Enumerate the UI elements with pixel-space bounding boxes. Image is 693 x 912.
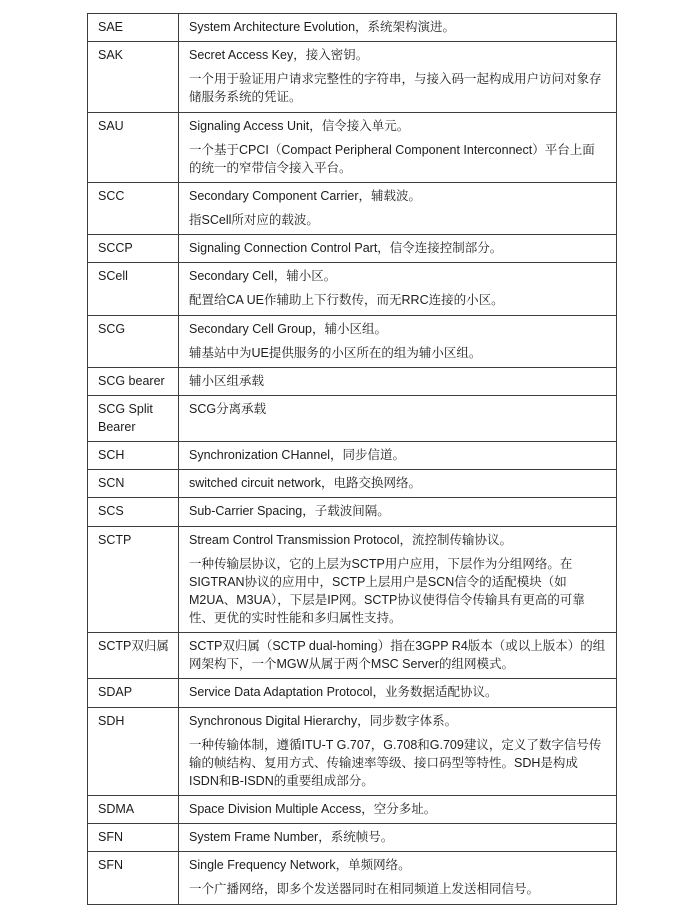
table-row: [88, 824, 617, 852]
definition-text: Service Data Adaptation Protocol，业务数据适配协议。: [189, 685, 498, 700]
table-row: [88, 182, 617, 234]
table-row: [88, 315, 617, 367]
term-cell: SCG: [88, 315, 179, 367]
table-row: [88, 14, 617, 42]
table-row: [88, 42, 617, 112]
definition-text: Synchronization CHannel，同步信道。: [189, 448, 406, 463]
term-cell: SCTP双归属: [88, 633, 179, 679]
definition-cell: [179, 112, 617, 182]
term-cell: SCC: [88, 182, 179, 234]
note-text: 配置给CA UE作辅助上下行数传，而无RRC连接的小区。: [189, 293, 504, 308]
table-row: [88, 112, 617, 182]
definition-text: Secondary Cell，辅小区。: [189, 269, 337, 284]
definition-text: Secret Access Key，接入密钥。: [189, 48, 369, 63]
term-cell: SCG Split Bearer: [88, 395, 179, 441]
glossary-table: [87, 13, 617, 905]
definition-cell: [179, 315, 617, 367]
table-row: [88, 633, 617, 679]
table-row: [88, 498, 617, 526]
definition-cell: [179, 526, 617, 633]
term-cell: SCS: [88, 498, 179, 526]
definition-cell: [179, 442, 617, 470]
term-cell: SCN: [88, 470, 179, 498]
note-text: 一个基于CPCI（Compact Peripheral Component Interconnect）平台上面的统一的窄带信令接入平台。: [189, 142, 595, 175]
definition-cell: [179, 235, 617, 263]
table-row: [88, 679, 617, 707]
definition-cell: [179, 498, 617, 526]
definition-text: System Frame Number，系统帧号。: [189, 830, 394, 845]
table-row: [88, 367, 617, 395]
definition-cell: [179, 395, 617, 441]
term-cell: SFN: [88, 824, 179, 852]
definition-text: Synchronous Digital Hierarchy，同步数字体系。: [189, 713, 458, 728]
table-row: [88, 707, 617, 796]
note-text: 一个用于验证用户请求完整性的字符串，与接入码一起构成用户访问对象存储服务系统的凭证。: [189, 72, 602, 105]
definition-text: Signaling Connection Control Part，信令连接控制部分。: [189, 241, 503, 256]
definition-cell: [179, 42, 617, 112]
term-cell: SDMA: [88, 796, 179, 824]
definition-cell: [179, 852, 617, 904]
term-cell: SDAP: [88, 679, 179, 707]
table-row: [88, 263, 617, 315]
glossary-table-body: [88, 14, 617, 905]
note-text: 一种传输体制，遵循ITU-T G.707，G.708和G.709建议，定义了数字信号传输的帧结构、复用方式、传输速率等级、接口码型等特性。SDH是构成ISDN和B-ISDN的重要组成部分。: [189, 737, 602, 788]
definition-cell: [179, 182, 617, 234]
definition-cell: [179, 470, 617, 498]
note-text: 一个广播网络，即多个发送器同时在相同频道上发送相同信号。: [189, 882, 540, 897]
definition-text: Secondary Component Carrier，辅载波。: [189, 188, 422, 203]
term-cell: SCCP: [88, 235, 179, 263]
note-text: 指SCell所对应的载波。: [189, 213, 319, 227]
term-cell: SCH: [88, 442, 179, 470]
definition-cell: [179, 824, 617, 852]
term-cell: SDH: [88, 707, 179, 796]
definition-text: SCG分离承载: [189, 401, 267, 416]
definition-text: Secondary Cell Group，辅小区组。: [189, 321, 387, 336]
table-row: [88, 470, 617, 498]
definition-cell: [179, 14, 617, 42]
note-text: 辅基站中为UE提供服务的小区所在的组为辅小区组。: [189, 345, 482, 360]
table-row: [88, 235, 617, 263]
term-cell: SAK: [88, 42, 179, 112]
definition-text: Signaling Access Unit，信令接入单元。: [189, 118, 410, 133]
definition-text: Sub-Carrier Spacing，子载波间隔。: [189, 504, 390, 519]
term-cell: SCTP: [88, 526, 179, 633]
definition-cell: [179, 263, 617, 315]
table-row: [88, 796, 617, 824]
term-cell: SFN: [88, 852, 179, 904]
definition-cell: [179, 796, 617, 824]
definition-text: switched circuit network，电路交换网络。: [189, 476, 421, 491]
definition-text: System Architecture Evolution，系统架构演进。: [189, 20, 456, 34]
definition-cell: [179, 367, 617, 395]
table-row: [88, 442, 617, 470]
definition-cell: [179, 679, 617, 707]
term-cell: SCG bearer: [88, 367, 179, 395]
definition-cell: [179, 707, 617, 796]
definition-text: Single Frequency Network，单频网络。: [189, 858, 411, 873]
term-cell: SAE: [88, 14, 179, 42]
definition-text: Space Division Multiple Access，空分多址。: [189, 802, 437, 816]
table-row: [88, 526, 617, 633]
definition-text: SCTP双归属（SCTP dual-homing）指在3GPP R4版本（或以上版本）的组网架构下，一个MGW从属于两个MSC Server的组网模式。: [189, 639, 606, 672]
table-row: [88, 395, 617, 441]
term-cell: SAU: [88, 112, 179, 182]
definition-cell: [179, 633, 617, 679]
term-cell: SCell: [88, 263, 179, 315]
note-text: 一种传输层协议，它的上层为SCTP用户应用，下层作为分组网络。在SIGTRAN协议的应用中，SCTP上层用户是SCN信令的适配模块（如M2UA、M3UA），下层是IP网。SCTP协议使得信令传输具有更高的可靠性、更优的实时性能和多归属性支持。: [189, 556, 585, 625]
definition-text: 辅小区组承载: [189, 373, 265, 388]
definition-text: Stream Control Transmission Protocol，流控制传输协议。: [189, 532, 512, 547]
table-row: [88, 852, 617, 904]
